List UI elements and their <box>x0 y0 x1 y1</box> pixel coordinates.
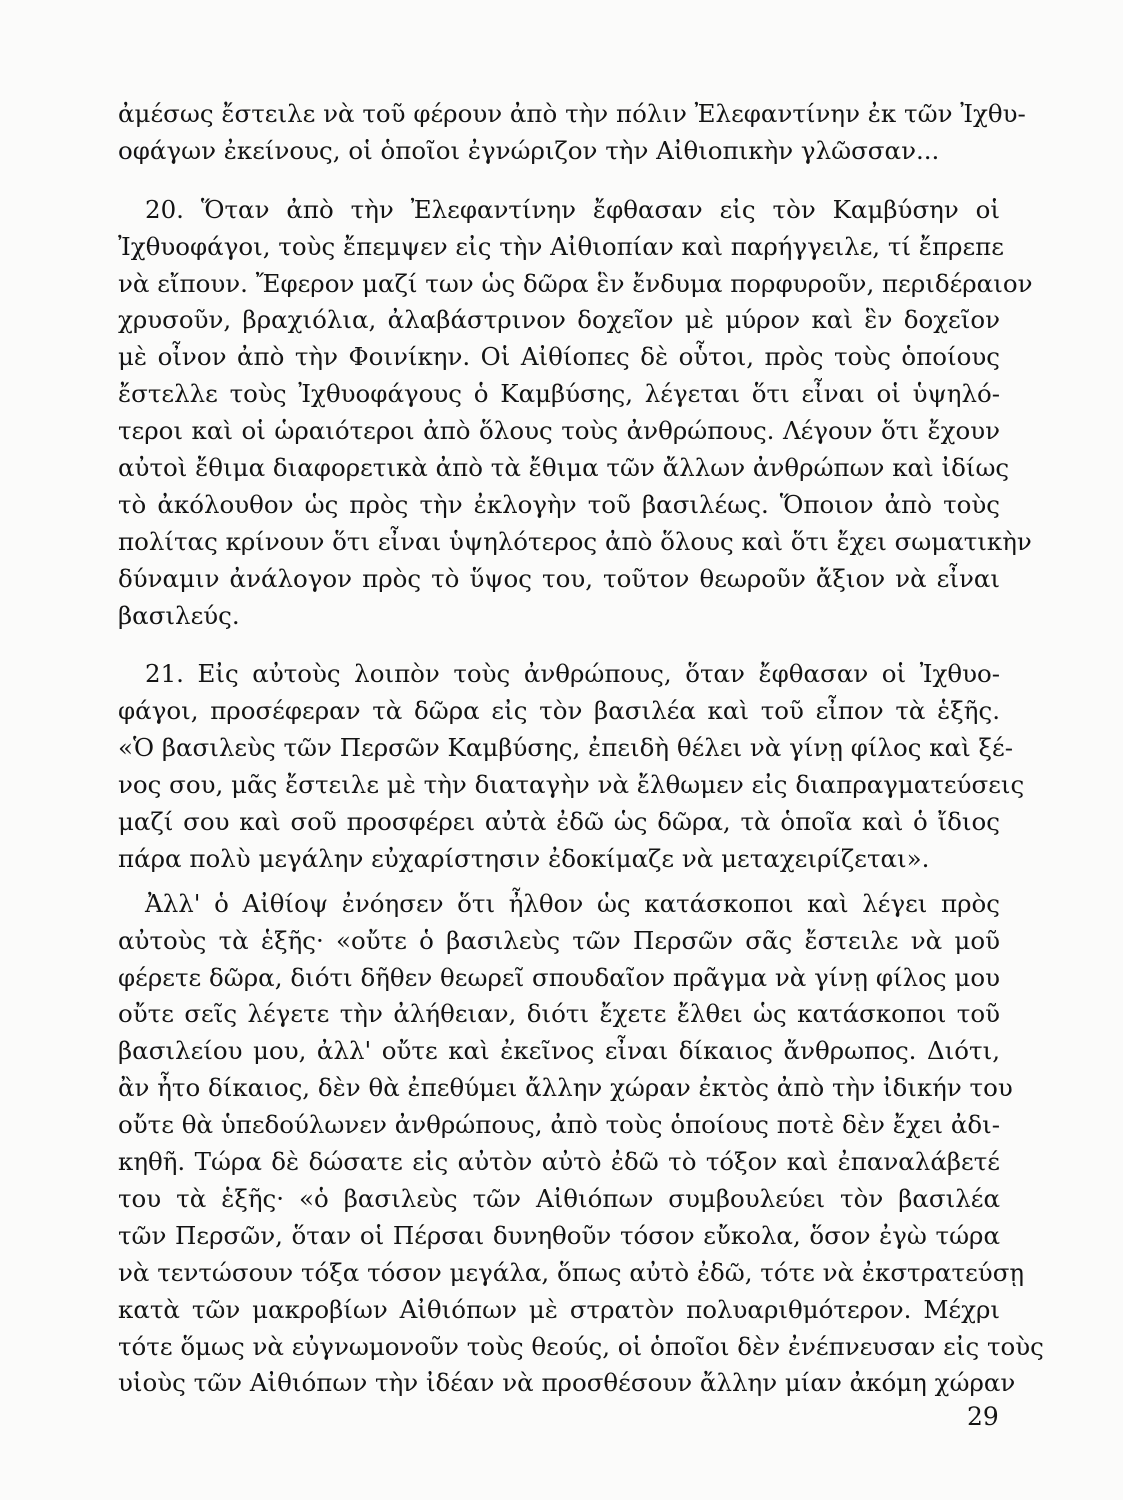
paragraph-ethiopian-reply <box>118 886 1044 1402</box>
text-line: κηθῆ. Τώρα δὲ δώσατε εἰς αὐτὸν αὐτὸ ἐδῶ τὸ τόξον καὶ ἐπαναλάβετέ <box>118 1147 1000 1177</box>
body-text <box>118 96 1044 1402</box>
text-line: βασιλεύς. <box>118 600 240 630</box>
text-line: Ἀλλ' ὁ Αἰθίοψ ἐνόησεν ὅτι ἦλθον ὡς κατάσκοποι καὶ λέγει πρὸς <box>145 888 1000 918</box>
text-line: φέρετε δῶρα, διότι δῆθεν θεωρεῖ σπουδαῖον πρᾶγμα νὰ γίνῃ φίλος μου <box>118 962 1000 992</box>
text-line: χρυσοῦν, βραχιόλια, ἀλαβάστρινον δοχεῖον μὲ μύρον καὶ ἓν δοχεῖον <box>118 305 1000 335</box>
text-line: ἀμέσως ἔστειλε νὰ τοῦ φέρουν ἀπὸ τὴν πόλιν Ἐλεφαντίνην ἐκ τῶν Ἰχθυ- <box>118 99 1026 128</box>
text-line: μὲ οἶνον ἀπὸ τὴν Φοινίκην. Οἱ Αἰθίοπες δὲ οὗτοι, πρὸς τοὺς ὁποίους <box>118 342 1000 372</box>
text-line: βασιλείου μου, ἀλλ' οὔτε καὶ ἐκεῖνος εἶναι δίκαιος ἄνθρωπος. Διότι, <box>118 1036 1000 1066</box>
text-line: δύναμιν ἀνάλογον πρὸς τὸ ὕψος του, τοῦτον θεωροῦν ἄξιον νὰ εἶναι <box>118 563 1000 593</box>
paragraph-continuation <box>118 96 1026 170</box>
text-line: υἱοὺς τῶν Αἰθιόπων τὴν ἰδέαν νὰ προσθέσουν ἄλλην μίαν ἀκόμη χώραν <box>118 1368 1016 1398</box>
text-line: τεροι καὶ οἱ ὡραιότεροι ἀπὸ ὅλους τοὺς ἀνθρώπους. Λέγουν ὅτι ἔχουν <box>118 416 1000 446</box>
text-line: πάρα πολὺ μεγάλην εὐχαρίστησιν ἐδοκίμαζε νὰ μεταχειρίζεται». <box>118 843 930 873</box>
text-line: αὐτοὺς τὰ ἑξῆς· «οὔτε ὁ βασιλεὺς τῶν Περσῶν σᾶς ἔστειλε νὰ μοῦ <box>118 925 1000 955</box>
text-line: μαζί σου καὶ σοῦ προσφέρει αὐτὰ ἐδῶ ὡς δῶρα, τὰ ὁποῖα καὶ ὁ ἴδιος <box>118 807 1000 837</box>
text-line: οὔτε θὰ ὑπεδούλωνεν ἀνθρώπους, ἀπὸ τοὺς ὁποίους ποτὲ δὲν ἔχει ἀδι- <box>118 1110 1000 1140</box>
text-line: οὔτε σεῖς λέγετε τὴν ἀλήθειαν, διότι ἔχετε ἔλθει ὡς κατάσκοποι τοῦ <box>118 999 1000 1029</box>
text-line: 20. Ὅταν ἀπὸ τὴν Ἐλεφαντίνην ἔφθασαν εἰς τὸν Καμβύσην οἱ <box>145 194 1000 224</box>
text-line: νὰ τεντώσουν τόξα τόσον μεγάλα, ὅπως αὐτὸ ἐδῶ, τότε νὰ ἐκστρατεύσῃ <box>118 1257 1025 1287</box>
text-line: αὐτοὶ ἔθιμα διαφορετικὰ ἀπὸ τὰ ἔθιμα τῶν ἄλλων ἀνθρώπων καὶ ἰδίως <box>118 453 1010 483</box>
text-line: ἂν ἦτο δίκαιος, δὲν θὰ ἐπεθύμει ἄλλην χώραν ἐκτὸς ἀπὸ τὴν ἰδικήν του <box>118 1073 1013 1103</box>
text-line: ἔστελλε τοὺς Ἰχθυοφάγους ὁ Καμβύσης, λέγεται ὅτι εἶναι οἱ ὑψηλό- <box>118 379 1000 409</box>
paragraph-section-20 <box>118 192 1033 635</box>
text-line: οφάγων ἐκείνους, οἱ ὁποῖοι ἐγνώριζον τὴν Αἰθιοπικὴν γλῶσσαν... <box>118 135 940 165</box>
text-line: 21. Εἰς αὐτοὺς λοιπὸν τοὺς ἀνθρώπους, ὅταν ἔφθασαν οἱ Ἰχθυο- <box>145 659 1000 689</box>
text-line: κατὰ τῶν μακροβίων Αἰθιόπων μὲ στρατὸν πολυαριθμότερον. Μέχρι <box>118 1294 1000 1324</box>
text-line: πολίτας κρίνουν ὅτι εἶναι ὑψηλότερος ἀπὸ ὅλους καὶ ὅτι ἔχει σωματικὴν <box>118 526 1032 556</box>
text-line: νὰ εἴπουν. Ἔφερον μαζί των ὡς δῶρα ἓν ἔνδυμα πορφυροῦν, περιδέραιον <box>118 268 1033 298</box>
text-line: τότε ὅμως νὰ εὐγνωμονοῦν τοὺς θεούς, οἱ ὁποῖοι δὲν ἐνέπνευσαν εἰς τοὺς <box>118 1331 1044 1361</box>
text-line: του τὰ ἑξῆς· «ὁ βασιλεὺς τῶν Αἰθιόπων συμβουλεύει τὸν βασιλέα <box>118 1183 1000 1213</box>
text-line: τῶν Περσῶν, ὅταν οἱ Πέρσαι δυνηθοῦν τόσον εὔκολα, ὅσον ἐγὼ τώρα <box>118 1220 1000 1250</box>
text-line: τὸ ἀκόλουθον ὡς πρὸς τὴν ἐκλογὴν τοῦ βασιλέως. Ὅποιον ἀπὸ τοὺς <box>118 489 1000 519</box>
text-line: Ἰχθυοφάγοι, τοὺς ἔπεμψεν εἰς τὴν Αἰθιοπίαν καὶ παρήγγειλε, τί ἔπρεπε <box>118 231 1004 261</box>
text-line: «Ὁ βασιλεὺς τῶν Περσῶν Καμβύσης, ἐπειδὴ θέλει νὰ γίνῃ φίλος καὶ ξέ- <box>118 733 1014 763</box>
paragraph-section-21 <box>118 656 1025 877</box>
text-line: νος σου, μᾶς ἔστειλε μὲ τὴν διαταγὴν νὰ ἔλθωμεν εἰς διαπραγματεύσεις <box>118 770 1025 800</box>
text-line: φάγοι, προσέφεραν τὰ δῶρα εἰς τὸν βασιλέα καὶ τοῦ εἶπον τὰ ἑξῆς. <box>118 696 1000 726</box>
page-number: 29 <box>967 1402 999 1431</box>
